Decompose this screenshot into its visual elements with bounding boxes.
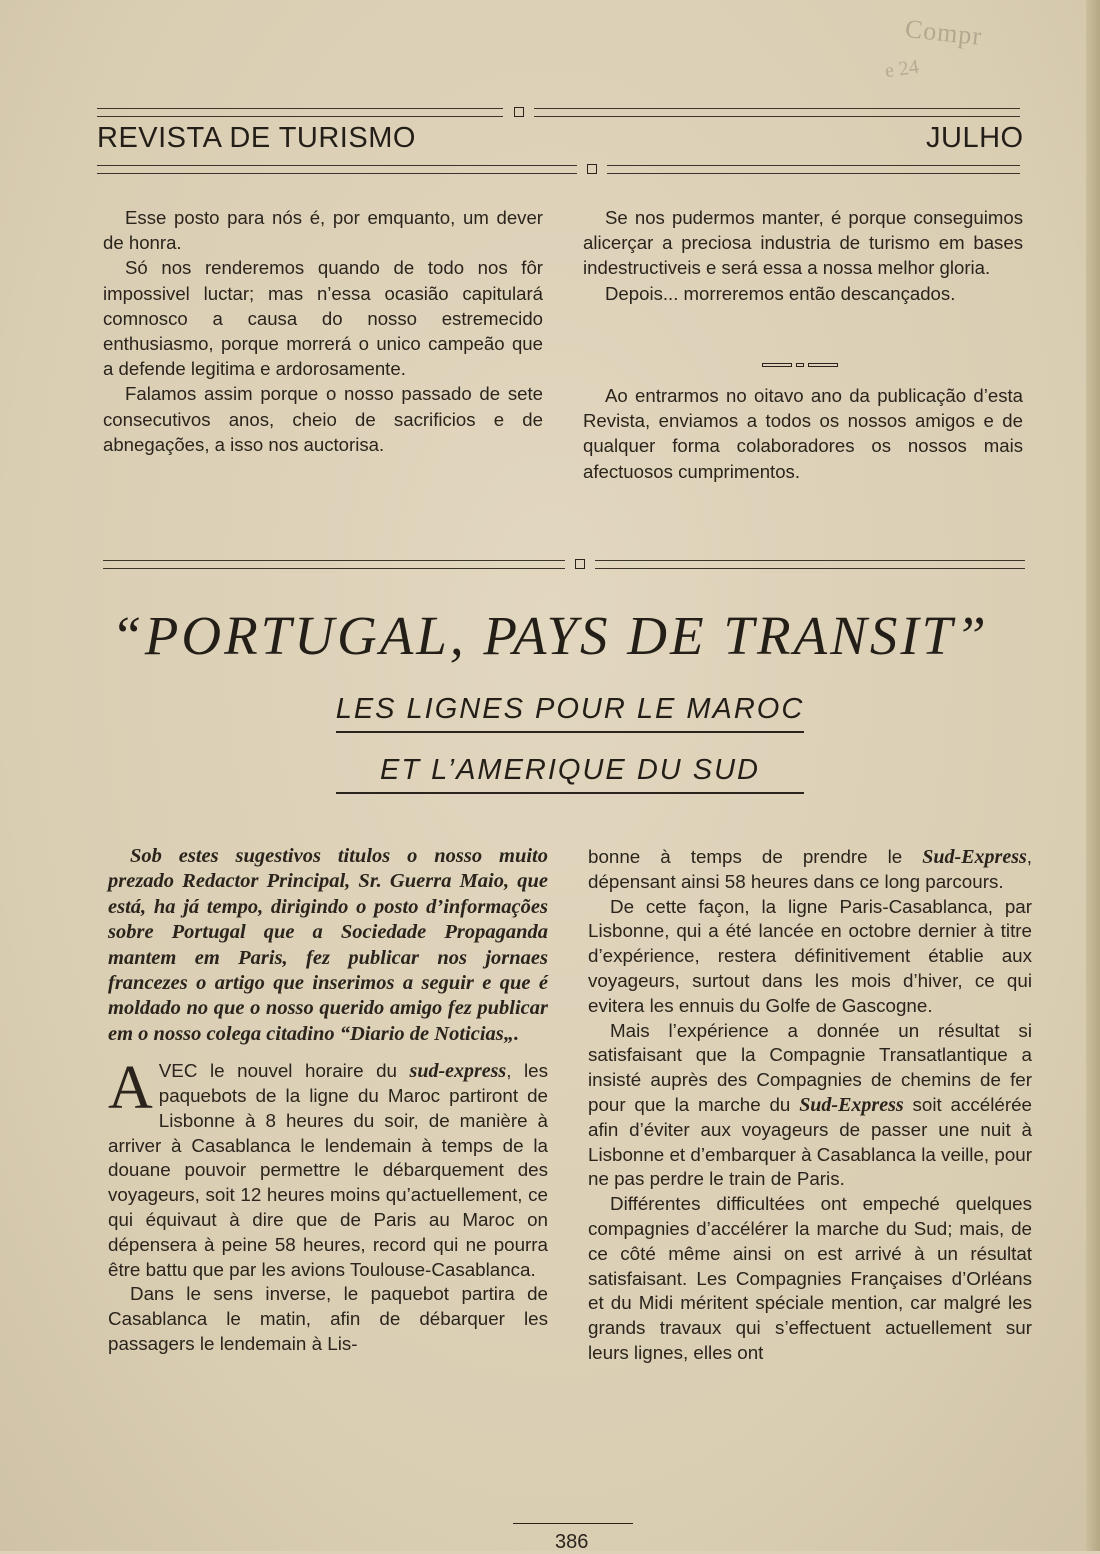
article-left-column bbox=[108, 844, 548, 1357]
drop-cap: A bbox=[108, 1054, 153, 1123]
paragraph: Ao entrarmos no oitavo ano da publicação d’esta Revista, enviamos a todos os nossos amigos e de qualquer forma colaboradores os nossos mais afectuosos cumprimentos. bbox=[583, 385, 1023, 482]
library-stamp: Compr bbox=[903, 14, 984, 51]
section-rule-right bbox=[595, 560, 1025, 569]
article-title: “PORTUGAL, PAYS DE TRANSIT” bbox=[111, 605, 989, 666]
issue-month: JULHO bbox=[926, 122, 1024, 154]
top-right-column bbox=[583, 205, 1023, 306]
paragraph: Dans le sens inverse, le paquebot partira de Casablanca le matin, afin de débarquer les passagers le lendemain à Lis- bbox=[108, 1283, 548, 1355]
subtitle-text: ET L’AMERIQUE DU SUD bbox=[380, 754, 760, 786]
closing-note bbox=[583, 383, 1023, 484]
paragraph: Se nos pudermos manter, é porque conseguimos alicerçar a preciosa industria de turismo em bases indestructiveis e será essa a nossa melhor gloria. bbox=[583, 207, 1023, 279]
article-right-column bbox=[588, 845, 1032, 1366]
subtitle-underline bbox=[336, 731, 804, 733]
subtitle-text: LES LIGNES POUR LE MAROC bbox=[335, 693, 805, 725]
editorial-introduction: Sob estes sugestivos titulos o nosso muito prezado Redactor Principal, Sr. Guerra Maio, que está, ha já tempo, dirigindo o posto d’informações sobre Portugal que a Sociedade Propaganda mantem em Paris, fez publicar nos jornaes francezes o artigo que inserimos a seguir e que é moldado no que o nosso querido amigo fez publicar em o nosso colega citadino “Diario de Noticias„. bbox=[108, 845, 548, 1045]
paragraph: AVEC le nouvel horaire du sud-express, les paquebots de la ligne du Maroc partiront de Lisbonne à 8 heures du soir, de manière à arriver à Casablanca le lendemain à temps de la douane pouvoir permettre le débarquement des voyageurs, soit 12 heures moins qu’actuellement, ce qui équivaut à dire que de Paris au Maroc on dépensera à peine 58 heures, record qui ne pourra être battu que par les avions Toulouse-Casablanca. bbox=[108, 1054, 548, 1280]
header-square-bottom bbox=[587, 164, 597, 174]
paragraph: Esse posto para nós é, por emquanto, um dever de honra. bbox=[103, 207, 543, 254]
header-rule-bottom-left bbox=[97, 165, 577, 174]
paragraph: Différentes difficultées ont empeché quelques compagnies d’accélérer la marche du Sud; mais, de ce côté même ainsi on est arrivé à un résultat satisfaisant. Les Compagnies Françaises d’Orléans et du Midi méritent spéciale mention, car malgré les grands travaux qui s’effectuent actuellement sur leurs lignes, elles ont bbox=[588, 1193, 1032, 1363]
paragraph: Falamos assim porque o nosso passado de sete consecutivos anos, cheio de sacrificios e de abnegações, a isso nos auctorisa. bbox=[103, 383, 543, 455]
page-number: 386 bbox=[555, 1531, 589, 1553]
header-rule-top-left bbox=[97, 108, 503, 117]
magazine-title: REVISTA DE TURISMO bbox=[97, 122, 416, 154]
article-subtitle-1 bbox=[300, 693, 840, 726]
top-left-column bbox=[103, 205, 543, 457]
paragraph: Mais l’expérience a donnée un résultat si satisfaisant que la Compagnie Transatlantique a insisté auprès des Compagnies de chemins de fer pour que la marche du Sud-Express soit accélérée afin d’éviter aux voyageurs de passer une nuit à Lisbonne et d’embarquer à Casablanca la veille, pour ne pas perdre le train de Paris. bbox=[588, 1019, 1032, 1190]
paragraph: Depois... morreremos então descançados. bbox=[605, 282, 956, 304]
header-square-top bbox=[514, 107, 524, 117]
library-stamp-number: e 24 bbox=[883, 55, 921, 83]
header-rule-bottom-right bbox=[607, 165, 1020, 174]
section-square bbox=[575, 559, 585, 569]
header-rule-top-right bbox=[534, 108, 1020, 117]
page-spine-edge bbox=[1086, 0, 1100, 1551]
subtitle-underline bbox=[336, 792, 804, 794]
section-rule-left bbox=[103, 560, 565, 569]
section-ornament bbox=[762, 361, 838, 369]
paragraph: bonne à temps de prendre le Sud-Express, dépensant ainsi 58 heures dans ce long parcours. bbox=[588, 846, 1032, 892]
paragraph: De cette façon, la ligne Paris-Casablanca, par Lisbonne, qui a été lancée en octobre dernier à titre d’expérience, restera définitivement établie aux voyageurs, surtout dans les mois d’hiver, ce qui evitera les ennuis du Golfe de Gascogne. bbox=[588, 895, 1032, 1016]
article-subtitle-2 bbox=[300, 754, 840, 787]
footer-rule bbox=[513, 1523, 633, 1524]
paragraph: Só nos renderemos quando de todo nos fôr impossivel luctar; mas n’essa ocasião capitulará comnosco a causa do nosso estremecido enthusiasmo, porque morrerá o unico campeão que a defende legitima e ardorosamente. bbox=[103, 257, 543, 380]
